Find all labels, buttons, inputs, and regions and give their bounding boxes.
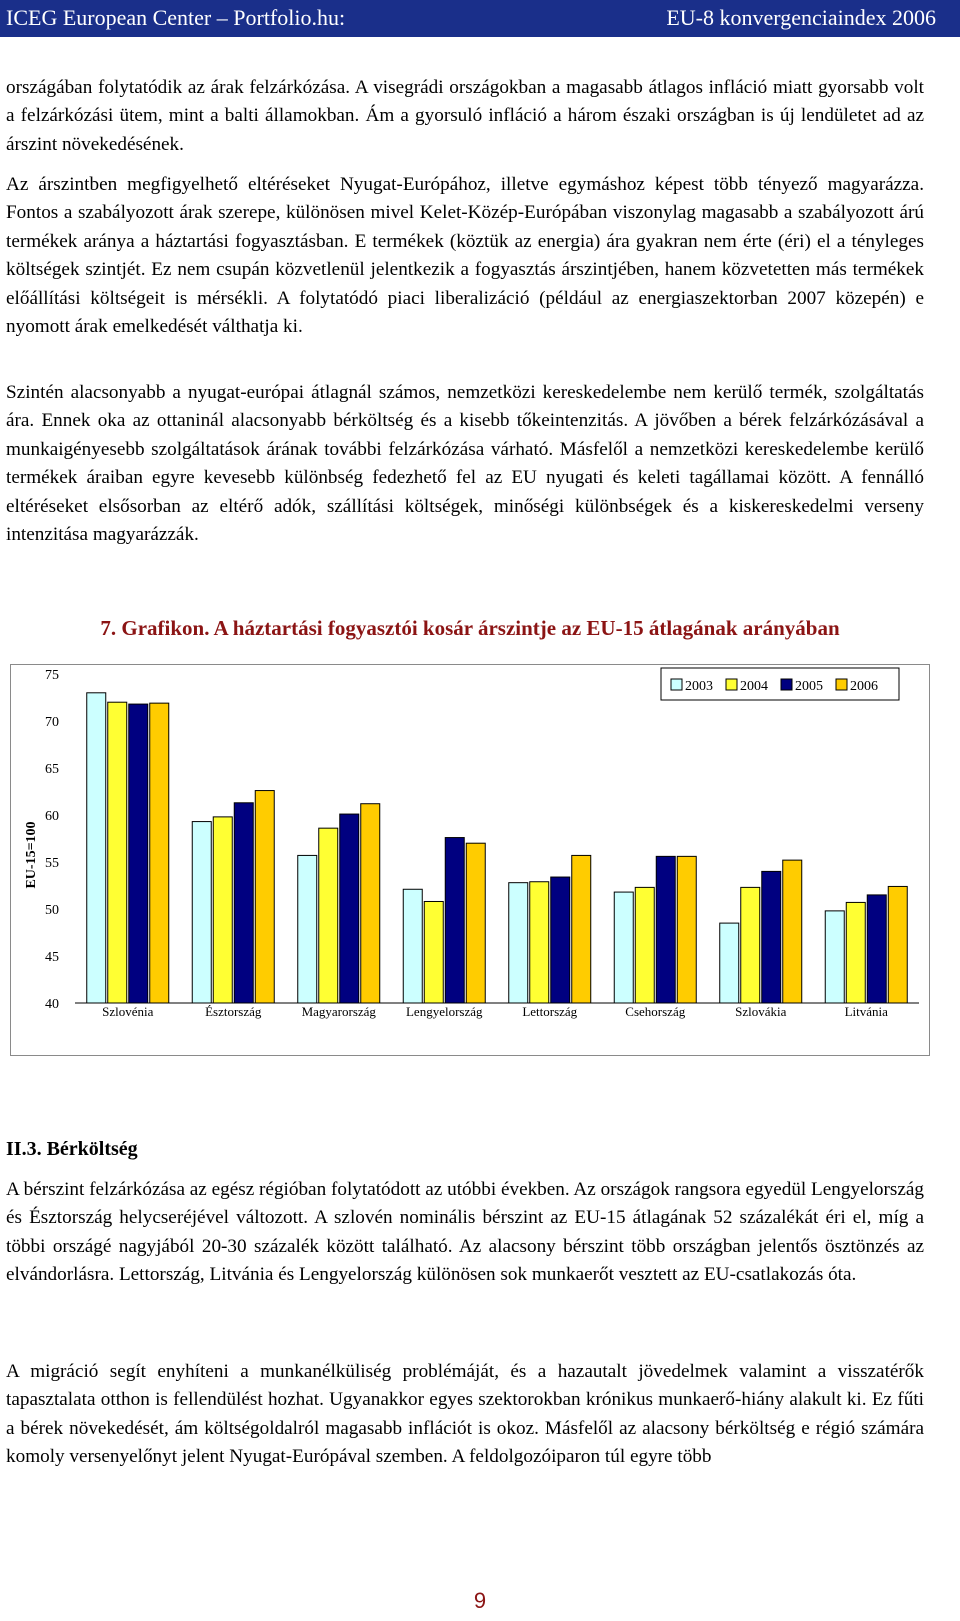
bar-2005 — [762, 871, 781, 1003]
bar-2006 — [361, 804, 380, 1003]
legend-label: 2004 — [740, 679, 768, 694]
paragraph-top-3: Szintén alacsonyabb a nyugat-európai átlagnál számos, nemzetközi kereskedelembe nem kerülő termék, szolgáltatás ára. Ennek oka az ottaninál alacsonyabb bérköltség és a kisebb tőkeintenzitás. A jövőben a bérek felzárkózásával a munkaigényesebb szolgáltatások árának további felzárkózása várható. Másfelől a nemzetközi kereskedelembe kerülő termékek áraiban egyre kevesebb különbség fedezhető fel az EU nyugati és keleti tagállamai között. A fennálló eltéréseket elsősorban az eltérő adók, szállítási költségek, minőségi különbségek és a kiskereskedelmi verseny intenzitása magyarázzák. — [6, 382, 924, 546]
bar-2005 — [656, 856, 675, 1003]
y-tick-label: 65 — [45, 762, 59, 777]
bar-2004 — [424, 901, 443, 1003]
paragraph-bottom-1: A bérszint felzárkózása az egész régióban folytatódott az utóbbi években. Az országok rangsora egyedül Lengyelország és Észtország helycseréjével változott. A szlovén nominális bérszint az EU-15 átlagának 52 százalékát éri el, míg a többi országé nagyjából 20-30 százalék között található. Az alacsony bérszint több országban jelentős ösztönzés az elvándorlásra. Lettország, Litvánia és Lengyelország különösen sok munkaerőt vesztett az EU-csatlakozás óta. — [6, 1179, 924, 1286]
bar-2003 — [509, 883, 528, 1003]
bar-2005 — [340, 814, 359, 1003]
bar-2006 — [255, 791, 274, 1003]
x-tick-label: Észtország — [205, 1004, 262, 1019]
page-number: 9 — [473, 1588, 487, 1613]
y-tick-label: 70 — [45, 715, 59, 730]
bar-2005 — [867, 895, 886, 1003]
legend-label: 2003 — [685, 679, 713, 694]
paragraph-top-1: országában folytatódik az árak felzárkózása. A visegrádi országokban a magasabb átlagos infláció miatt gyorsabb volt a felzárkózási ütem, mint a balti államokban. Ám a gyorsuló infláció a három északi országban is új lendületet ad az árszint növekedésének. — [6, 77, 924, 155]
x-tick-label: Lettország — [522, 1004, 578, 1019]
chart-title: 7. Grafikon. A háztartási fogyasztói kosár árszintje az EU-15 átlagának arányában — [100, 616, 840, 640]
bar-2005 — [551, 877, 570, 1003]
bar-2004 — [319, 828, 338, 1003]
x-tick-label: Csehország — [625, 1004, 686, 1019]
y-tick-label: 55 — [45, 856, 59, 871]
y-tick-label: 45 — [45, 950, 59, 965]
legend-swatch-2006 — [836, 679, 847, 690]
bar-2006 — [150, 703, 169, 1003]
paragraph-top-2: Az árszintben megfigyelhető eltéréseket Nyugat-Európához, illetve egymáshoz képest több tényező magyarázza. Fontos a szabályozott árak szerepe, különösen mivel Kelet-Közép-Európában viszonylag magasabb a szabályozott árú termékek aránya a háztartási fogyasztásban. E termékek (köztük az energia) ára gyakran nem érte (éri) el a tényleges költségek szintjét. Ez nem csupán közvetlenül jelentkezik a fogyasztás árszintjében, hanem közvetetten más termékek előállítási költségeit is mérsékli. A folytatódó piaci liberalizáció (például az energiaszektorban 2007 közepén) e nyomott árak emelkedését válthatja ki. — [6, 174, 924, 338]
header-report-title: EU-8 konvergenciaindex 2006 — [666, 5, 936, 30]
bar-2006 — [677, 856, 696, 1003]
x-tick-label: Lengyelország — [405, 1004, 483, 1019]
bar-2003 — [403, 889, 422, 1003]
y-axis-label: EU-15=100 — [24, 821, 39, 889]
header-source: ICEG European Center – Portfolio.hu: — [6, 5, 346, 30]
page-header — [0, 0, 960, 37]
y-tick-label: 60 — [45, 809, 59, 824]
bar-2005 — [129, 704, 148, 1003]
bar-2005 — [234, 803, 253, 1003]
x-tick-label: Szlovákia — [735, 1004, 787, 1019]
bar-2004 — [108, 702, 127, 1003]
bar-2003 — [192, 822, 211, 1003]
x-tick-label: Litvánia — [844, 1004, 888, 1019]
bar-2004 — [530, 882, 549, 1003]
legend-label: 2006 — [850, 679, 878, 694]
legend-swatch-2004 — [726, 679, 737, 690]
bar-2004 — [213, 817, 232, 1003]
x-tick-label: Magyarország — [301, 1004, 376, 1019]
bar-2004 — [741, 887, 760, 1003]
bar-2003 — [614, 892, 633, 1003]
chart-container — [10, 664, 930, 1056]
bar-2003 — [825, 911, 844, 1003]
legend-label: 2005 — [795, 679, 823, 694]
legend-swatch-2003 — [671, 679, 682, 690]
bar-2003 — [720, 923, 739, 1003]
bar-chart — [11, 665, 929, 1055]
y-tick-label: 50 — [45, 903, 59, 918]
bar-2005 — [445, 838, 464, 1003]
legend-swatch-2005 — [781, 679, 792, 690]
paragraph-bottom-2: A migráció segít enyhíteni a munkanélküliség problémáját, és a hazautalt jövedelmek valamint a visszatérők tapasztalata otthon is fellendülést hozhat. Ugyanakkor egyes szektorokban krónikus munkaerő-hiány alakult ki. Ez fűti a bérek növekedését, ám költségoldalról magasabb inflációt is okoz. Másfelől az alacsony bérköltség e régió számára komoly versenyelőnyt jelent Nyugat-Európával szemben. A feldolgozóiparon túl egyre több — [6, 1361, 924, 1468]
y-tick-label: 75 — [45, 668, 59, 683]
bar-2003 — [298, 855, 317, 1003]
bar-2006 — [783, 860, 802, 1003]
bar-2006 — [888, 886, 907, 1003]
bar-2004 — [846, 902, 865, 1003]
bar-2004 — [635, 887, 654, 1003]
bar-2006 — [572, 855, 591, 1003]
bar-2003 — [87, 693, 106, 1003]
y-tick-label: 40 — [45, 997, 59, 1012]
x-tick-label: Szlovénia — [102, 1004, 154, 1019]
section-title: II.3. Bérköltség — [6, 1138, 138, 1160]
bar-2006 — [466, 843, 485, 1003]
